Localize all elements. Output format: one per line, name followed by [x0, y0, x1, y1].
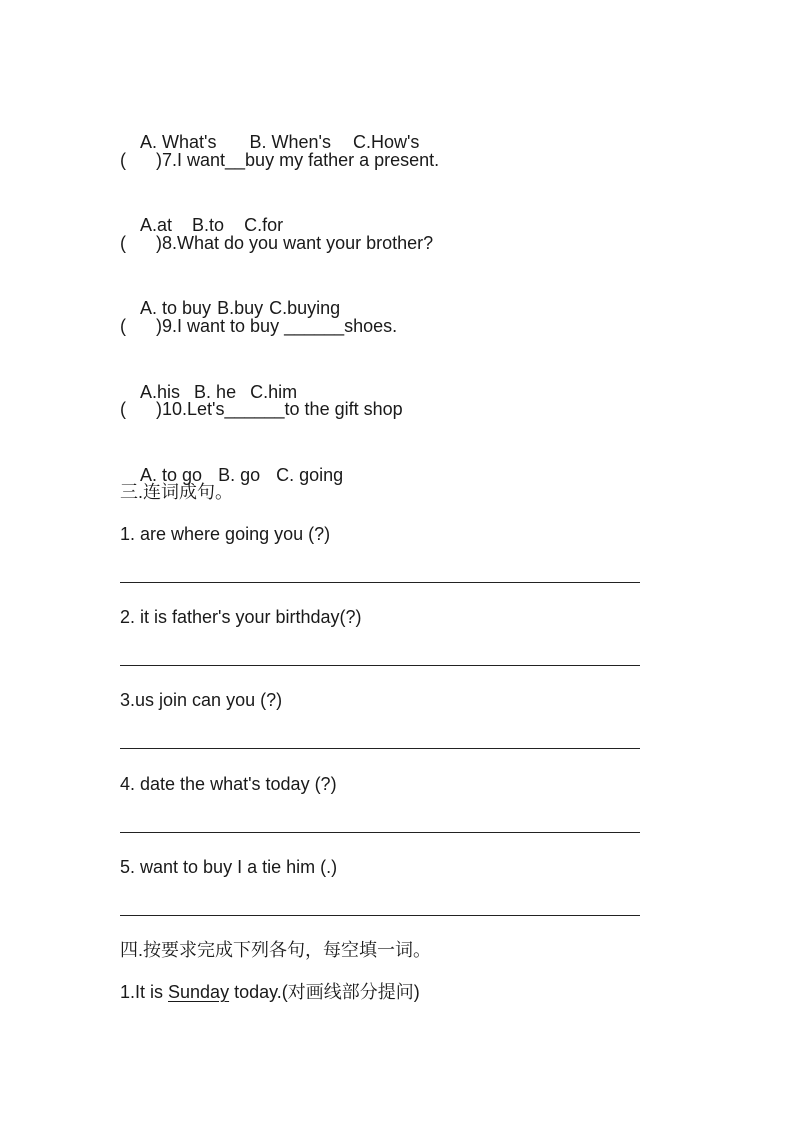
q6-option-a: A. What's: [140, 132, 217, 152]
q10-stem: ( )10.Let's______to the gift shop: [120, 399, 403, 419]
answer-line-4[interactable]: [120, 832, 640, 833]
part3-item-3: 3.us join can you (?): [120, 690, 283, 710]
q9-option-b: B. he: [194, 382, 237, 402]
q7-option-c: C.for: [244, 215, 284, 235]
q7-stem: ( )7.I want__buy my father a present.: [120, 150, 440, 170]
q10-option-a: A. to go: [140, 465, 203, 485]
q9-stem: ( )9.I want to buy ______shoes.: [120, 316, 398, 336]
q10-option-b: B. go: [218, 465, 261, 485]
part3-heading: 三.连词成句。: [120, 482, 234, 502]
q8-stem: ( )8.What do you want your brother?: [120, 233, 434, 253]
part3-item-1: 1. are where going you (?): [120, 524, 331, 544]
part4-q1-underlined-word: Sunday: [168, 982, 230, 1002]
q9-option-c: C.him: [250, 382, 298, 402]
q6-option-b: B. When's: [249, 132, 331, 152]
part4-heading: 四.按要求完成下列各句，每空填一词。: [120, 940, 431, 960]
q9-option-a: A.his: [140, 382, 181, 402]
q7-option-b: B.to: [192, 215, 225, 235]
q7-option-a: A.at: [140, 215, 173, 235]
answer-line-5[interactable]: [120, 915, 640, 916]
part4-q1: [120, 980, 420, 1004]
q8-option-b: B.buy: [217, 298, 264, 318]
q6-option-c: C.How's: [352, 132, 420, 152]
q10-option-c: C. going: [276, 465, 344, 485]
answer-line-1[interactable]: [120, 582, 640, 583]
part3-item-5: 5. want to buy I a tie him (.): [120, 857, 338, 877]
q8-option-a: A. to buy: [140, 298, 212, 318]
answer-line-2[interactable]: [120, 665, 640, 666]
part4-q1-suffix: today.(对画线部分提问): [229, 982, 420, 1002]
part3-item-4: 4. date the what's today (?): [120, 774, 337, 794]
part4-q1-prefix: 1.It is: [120, 982, 169, 1002]
q8-option-c: C.buying: [269, 298, 341, 318]
part3-item-2: 2. it is father's your birthday(?): [120, 607, 362, 627]
answer-line-3[interactable]: [120, 748, 640, 749]
